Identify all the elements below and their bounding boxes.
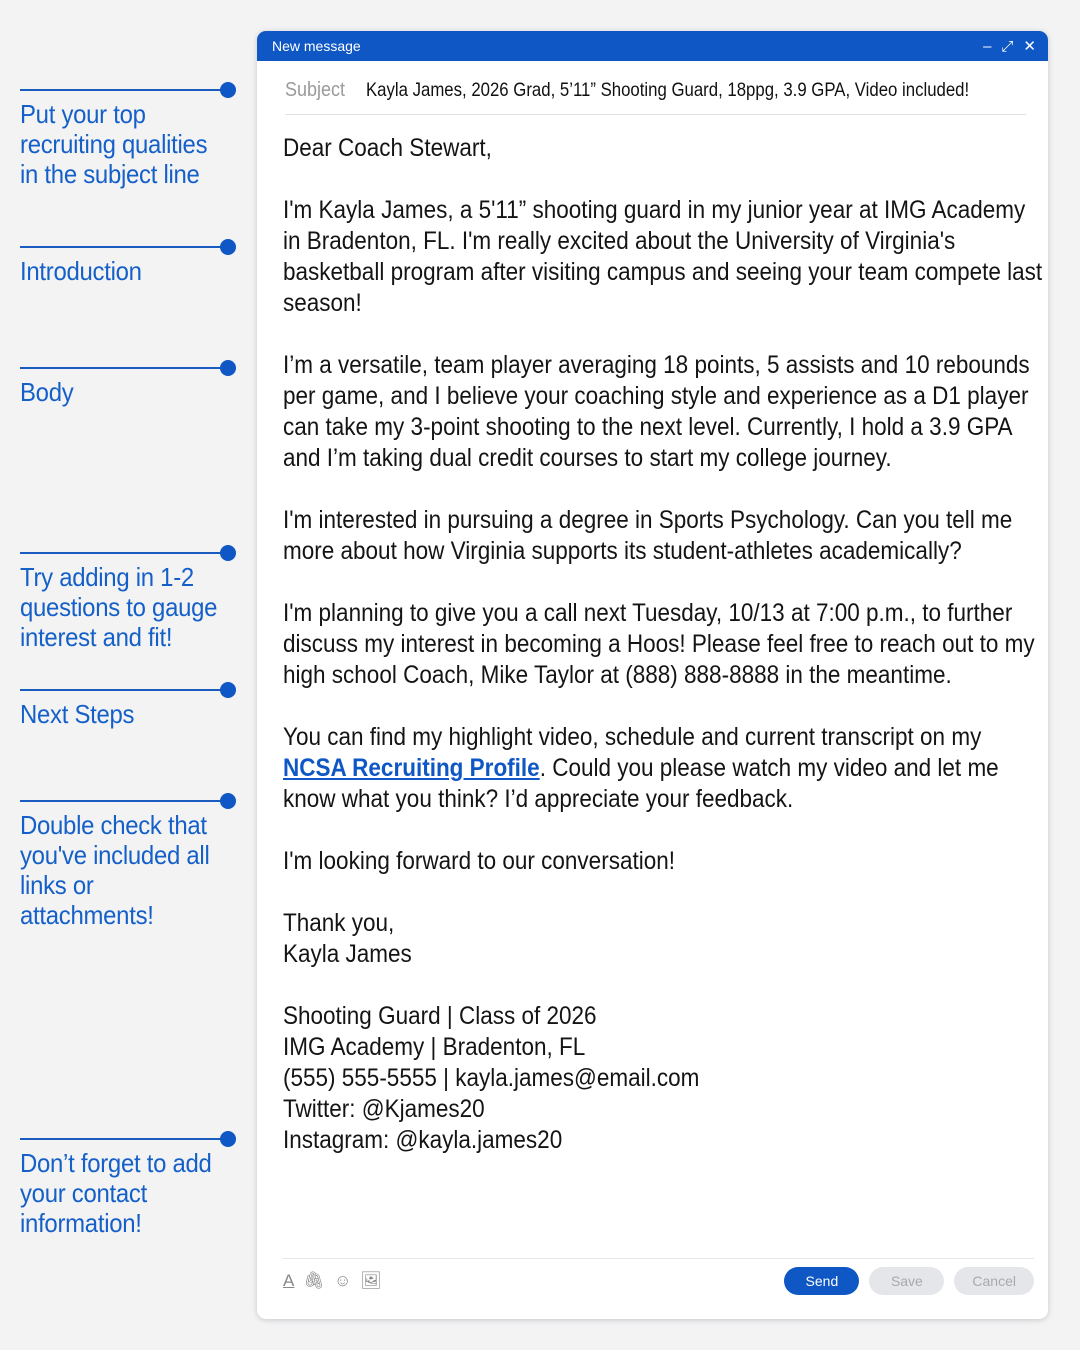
email-signoff — [283, 908, 1044, 970]
emoji-icon[interactable]: ☺ — [333, 1271, 352, 1290]
minimize-icon[interactable]: – — [983, 37, 992, 55]
send-button[interactable]: Send — [784, 1267, 859, 1295]
annotation-dot — [220, 82, 236, 98]
email-greeting: Dear Coach Stewart, — [283, 134, 492, 162]
email-intro: I'm Kayla James, a 5'11” shooting guard in my junior year at IMG Academy in Bradenton, FL. I'm really excited about the University of Virginia's basketball program after visiting campus and seeing your team compete last season! — [283, 196, 1043, 317]
annotation-label: Body — [20, 377, 74, 407]
compose-title: New message — [272, 38, 361, 54]
annotation-label: Introduction — [20, 256, 142, 286]
compose-toolbar — [283, 1271, 382, 1291]
compose-window — [257, 31, 1048, 1319]
annotation-line — [20, 1138, 222, 1140]
subject-label: Subject — [285, 79, 346, 101]
signoff-line: Thank you, — [283, 909, 395, 937]
email-links — [283, 722, 1044, 815]
subject-value[interactable]: Kayla James, 2026 Grad, 5’11” Shooting Guard, 18ppg, 3.9 GPA, Video included! — [365, 79, 969, 101]
save-button[interactable]: Save — [869, 1267, 944, 1295]
annotation-dot — [220, 239, 236, 255]
annotation-label: Put your top recruiting qualities in the subject line — [20, 99, 208, 189]
links-text-before: You can find my highlight video, schedule and current transcript on my — [283, 723, 982, 751]
text-format-icon[interactable]: A — [283, 1271, 295, 1290]
compose-titlebar — [257, 31, 1048, 61]
ncsa-profile-link[interactable]: NCSA Recruiting Profile — [283, 754, 540, 782]
subject-field[interactable] — [285, 61, 1026, 115]
attachment-icon[interactable]: 🖇 — [303, 1271, 325, 1290]
email-body[interactable] — [283, 133, 1043, 1187]
annotation-label: Try adding in 1-2 questions to gauge interest and fit! — [20, 562, 218, 652]
signature-line: Shooting Guard | Class of 2026 — [283, 1002, 597, 1030]
email-closing: I'm looking forward to our conversation! — [283, 847, 675, 875]
expand-icon[interactable]: ⤢ — [1001, 37, 1014, 55]
image-icon[interactable]: 🖼 — [360, 1271, 382, 1290]
annotation-line — [20, 800, 222, 802]
annotation-dot — [220, 545, 236, 561]
links-text-after: . Could you please watch my video and let me know what you think? I’d appreciate your feedback. — [283, 754, 999, 813]
email-questions: I'm interested in pursuing a degree in Sports Psychology. Can you tell me more about how Virginia supports its student-athletes academically? — [283, 506, 1013, 565]
annotation-line — [20, 246, 222, 248]
annotation-dot — [220, 360, 236, 376]
close-icon[interactable]: ✕ — [1023, 37, 1036, 55]
annotation-line — [20, 689, 222, 691]
annotation-line — [20, 552, 222, 554]
annotation-label: Next Steps — [20, 699, 135, 729]
annotation-label: Don’t forget to add your contact information! — [20, 1148, 212, 1238]
compose-actions — [784, 1267, 1034, 1295]
email-next-steps: I'm planning to give you a call next Tuesday, 10/13 at 7:00 p.m., to further discuss my interest in becoming a Hoos! Please feel free to reach out to my high school Coach, Mike Taylor at (888) 888-8888 in the meantime. — [283, 599, 1035, 689]
sender-name: Kayla James — [283, 940, 412, 968]
signature-line: Instagram: @kayla.james20 — [283, 1126, 563, 1154]
annotation-label: Double check that you've included all links or attachments! — [20, 810, 210, 930]
cancel-button[interactable]: Cancel — [954, 1267, 1034, 1295]
compose-footer — [283, 1258, 1034, 1303]
annotation-line — [20, 89, 222, 91]
window-controls — [983, 39, 1036, 54]
annotation-dot — [220, 793, 236, 809]
signature-line: Twitter: @Kjames20 — [283, 1095, 485, 1123]
annotation-line — [20, 367, 222, 369]
signature-line: IMG Academy | Bradenton, FL — [283, 1033, 586, 1061]
annotation-dot — [220, 682, 236, 698]
email-body-paragraph: I’m a versatile, team player averaging 18 points, 5 assists and 10 rebounds per game, and I believe your coaching style and experience as a D1 player can take my 3-point shooting to the next level. Currently, I hold a 3.9 GPA and I’m taking dual credit courses to start my college journey. — [283, 351, 1030, 472]
annotation-dot — [220, 1131, 236, 1147]
email-signature — [283, 1001, 1044, 1156]
signature-line: (555) 555-5555 | kayla.james@email.com — [283, 1064, 700, 1092]
